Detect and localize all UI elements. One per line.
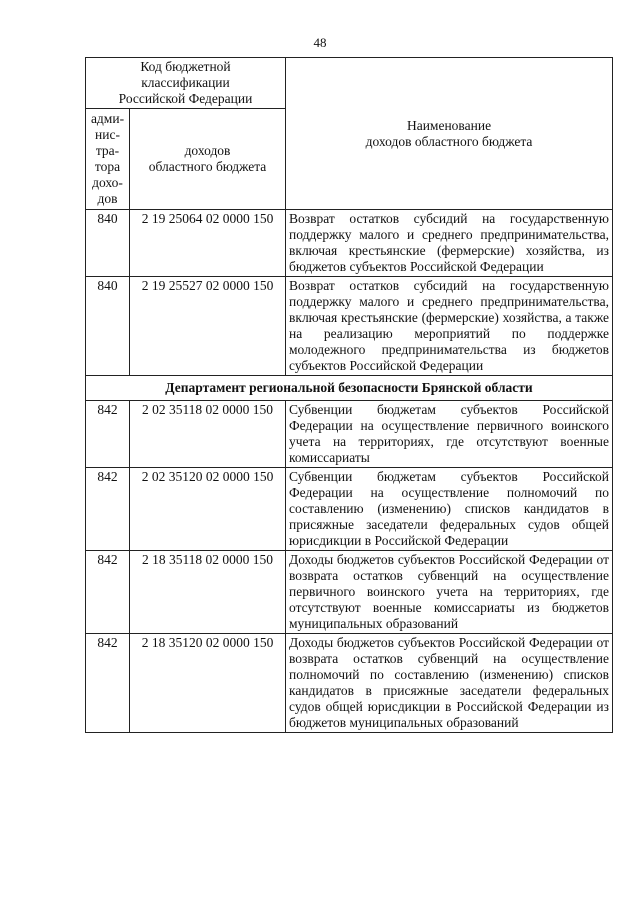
income-code: 2 19 25527 02 0000 150 [130, 277, 286, 376]
admin-code: 840 [86, 277, 130, 376]
admin-code: 842 [86, 634, 130, 733]
admin-code: 842 [86, 551, 130, 634]
table-row [86, 277, 613, 376]
income-code: 2 19 25064 02 0000 150 [130, 210, 286, 277]
admin-code: 842 [86, 401, 130, 468]
table-header-row [86, 58, 613, 109]
income-name: Возврат остатков субсидий на государственную поддержку малого и среднего предпринимательства, включая крестьянские (фермерские) хозяйства, из бюджетов субъектов Российской Федерации [286, 210, 613, 277]
header-budget-classification-code: Код бюджетной классификации Российской Федерации [86, 58, 286, 109]
section-row [86, 376, 613, 401]
section-title: Департамент региональной безопасности Брянской области [86, 376, 613, 401]
income-code: 2 18 35118 02 0000 150 [130, 551, 286, 634]
table-row [86, 468, 613, 551]
income-name: Субвенции бюджетам субъектов Российской Федерации на осуществление первичного воинского учета на территориях, где отсутствуют военные комиссариаты [286, 401, 613, 468]
income-code: 2 02 35120 02 0000 150 [130, 468, 286, 551]
header-admin: адми- нис- тра- тора дохо- дов [86, 109, 130, 210]
income-name: Возврат остатков субсидий на государственную поддержку малого и среднего предпринимательства, включая крестьянские (фермерские) хозяйства, а также на реализацию мероприятий по поддержке молодежного предпринимательства из бюджетов субъектов Российской Федерации [286, 277, 613, 376]
income-name: Субвенции бюджетам субъектов Российской Федерации на осуществление полномочий по составлению (изменению) списков кандидатов в присяжные заседатели федеральных судов общей юрисдикции в Российской Федерации [286, 468, 613, 551]
header-income-name: Наименование доходов областного бюджета [286, 58, 613, 210]
table-row [86, 401, 613, 468]
admin-code: 842 [86, 468, 130, 551]
income-name: Доходы бюджетов субъектов Российской Федерации от возврата остатков субвенций на осуществление первичного воинского учета на территориях, где отсутствуют военные комиссариаты из бюджетов муниципальных образований [286, 551, 613, 634]
income-code: 2 02 35118 02 0000 150 [130, 401, 286, 468]
admin-code: 840 [86, 210, 130, 277]
table-row [86, 210, 613, 277]
header-income-code: доходов областного бюджета [130, 109, 286, 210]
budget-income-table [85, 57, 613, 733]
income-code: 2 18 35120 02 0000 150 [130, 634, 286, 733]
page-number: 48 [313, 35, 327, 50]
income-name: Доходы бюджетов субъектов Российской Федерации от возврата остатков субвенций на осуществление полномочий по составлению (изменению) списков кандидатов в присяжные заседатели федеральных судов общей юрисдикции в Российской Федерации из бюджетов муниципальных образований [286, 634, 613, 733]
table-row [86, 634, 613, 733]
table-row [86, 551, 613, 634]
